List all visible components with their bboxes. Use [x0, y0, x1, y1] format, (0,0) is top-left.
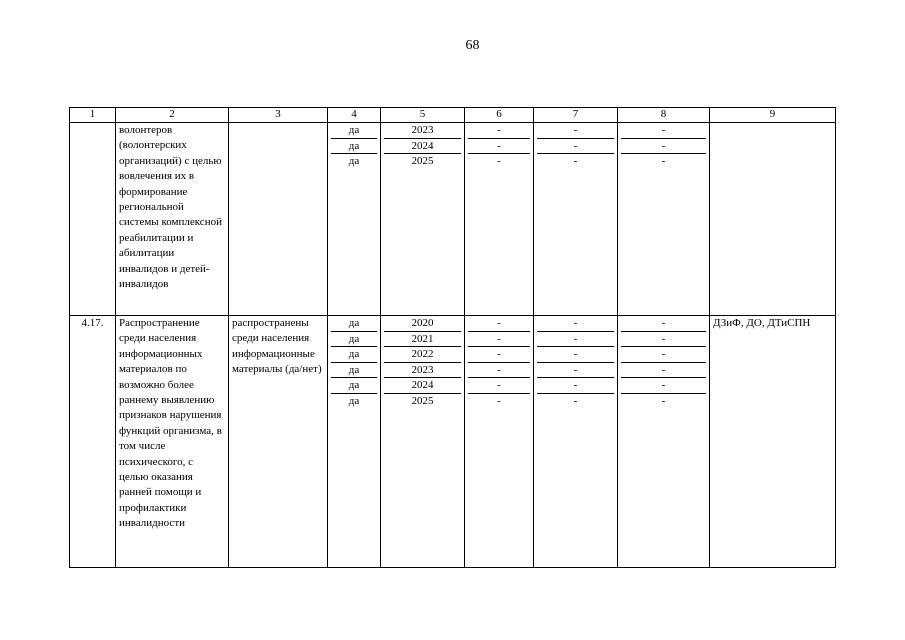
- value-column-7: [534, 316, 618, 568]
- year-value-cell: да: [348, 394, 360, 407]
- header-col-9: 9: [710, 108, 836, 123]
- year-value-cell: -: [537, 139, 614, 155]
- year-value-cell: -: [661, 155, 666, 167]
- header-col-4: 4: [328, 108, 381, 123]
- year-value-cell: -: [537, 123, 614, 139]
- value-column-6: [465, 316, 534, 568]
- year-value-cell: да: [331, 139, 377, 155]
- year-value-cell: 2023: [384, 363, 461, 379]
- item-responsible: [710, 123, 836, 316]
- item-responsible: ДЗиФ, ДО, ДТиСПН: [710, 316, 836, 568]
- year-value-cell: -: [537, 347, 614, 363]
- year-value-cell: -: [621, 363, 706, 379]
- header-col-3: 3: [229, 108, 328, 123]
- year-value-cell: 2020: [384, 316, 461, 332]
- item-name: волонтеров (волонтерских организаций) с целью вовлечения их в формирование региональной системы комплексной реабилитации и абилитации инвалидов и детей-инвалидов: [116, 123, 229, 316]
- year-value-cell: 2024: [384, 139, 461, 155]
- year-value-cell: -: [661, 394, 666, 407]
- value-column-7: [534, 123, 618, 316]
- header-col-7: 7: [534, 108, 618, 123]
- value-column-5: [381, 316, 465, 568]
- year-value-cell: да: [331, 123, 377, 139]
- year-value-cell: да: [331, 332, 377, 348]
- header-col-8: 8: [618, 108, 710, 123]
- year-value-cell: -: [621, 316, 706, 332]
- header-col-6: 6: [465, 108, 534, 123]
- year-value-cell: 2025: [411, 155, 434, 167]
- year-value-cell: -: [468, 347, 530, 363]
- year-value-cell: да: [331, 347, 377, 363]
- year-value-cell: да: [331, 316, 377, 332]
- year-value-cell: -: [621, 139, 706, 155]
- page-number: 68: [465, 38, 480, 53]
- item-name: Распространение среди населения информационных материалов по возможно более раннему выявлению признаков нарушения функций организма, в том числе психического, с целью оказания ранней помощи и профилактики инвалидности: [116, 316, 229, 568]
- item-indicator: распространены среди населения информационные материалы (да/нет): [229, 316, 328, 568]
- year-value-cell: -: [537, 332, 614, 348]
- value-column-4: [328, 123, 381, 316]
- year-value-cell: -: [621, 332, 706, 348]
- year-value-cell: 2022: [384, 347, 461, 363]
- year-value-cell: -: [573, 394, 578, 407]
- header-col-2: 2: [116, 108, 229, 123]
- year-value-cell: -: [621, 123, 706, 139]
- year-value-cell: -: [497, 394, 501, 407]
- header-col-5: 5: [381, 108, 465, 123]
- year-value-cell: да: [331, 378, 377, 394]
- year-value-cell: -: [468, 363, 530, 379]
- year-value-cell: 2025: [411, 394, 434, 407]
- year-value-cell: да: [348, 155, 360, 167]
- header-row: [70, 108, 836, 123]
- value-column-5: [381, 123, 465, 316]
- value-column-8: [618, 123, 710, 316]
- value-column-4: [328, 316, 381, 568]
- item-number: 4.17.: [70, 316, 116, 568]
- year-value-cell: -: [573, 155, 578, 167]
- year-value-cell: да: [331, 363, 377, 379]
- year-value-cell: -: [537, 378, 614, 394]
- year-value-cell: -: [537, 316, 614, 332]
- year-value-cell: -: [468, 378, 530, 394]
- year-value-cell: -: [468, 139, 530, 155]
- header-col-1: 1: [70, 108, 116, 123]
- year-value-cell: -: [537, 363, 614, 379]
- year-value-cell: -: [621, 378, 706, 394]
- year-value-cell: 2023: [384, 123, 461, 139]
- item-indicator: [229, 123, 328, 316]
- value-column-6: [465, 123, 534, 316]
- year-value-cell: -: [468, 123, 530, 139]
- table-row: [70, 123, 836, 316]
- year-value-cell: 2021: [384, 332, 461, 348]
- table-row: [70, 316, 836, 568]
- year-value-cell: -: [468, 332, 530, 348]
- program-table: [69, 107, 836, 568]
- year-value-cell: 2024: [384, 378, 461, 394]
- year-value-cell: -: [621, 347, 706, 363]
- item-number: [70, 123, 116, 316]
- year-value-cell: -: [497, 155, 501, 167]
- year-value-cell: -: [468, 316, 530, 332]
- value-column-8: [618, 316, 710, 568]
